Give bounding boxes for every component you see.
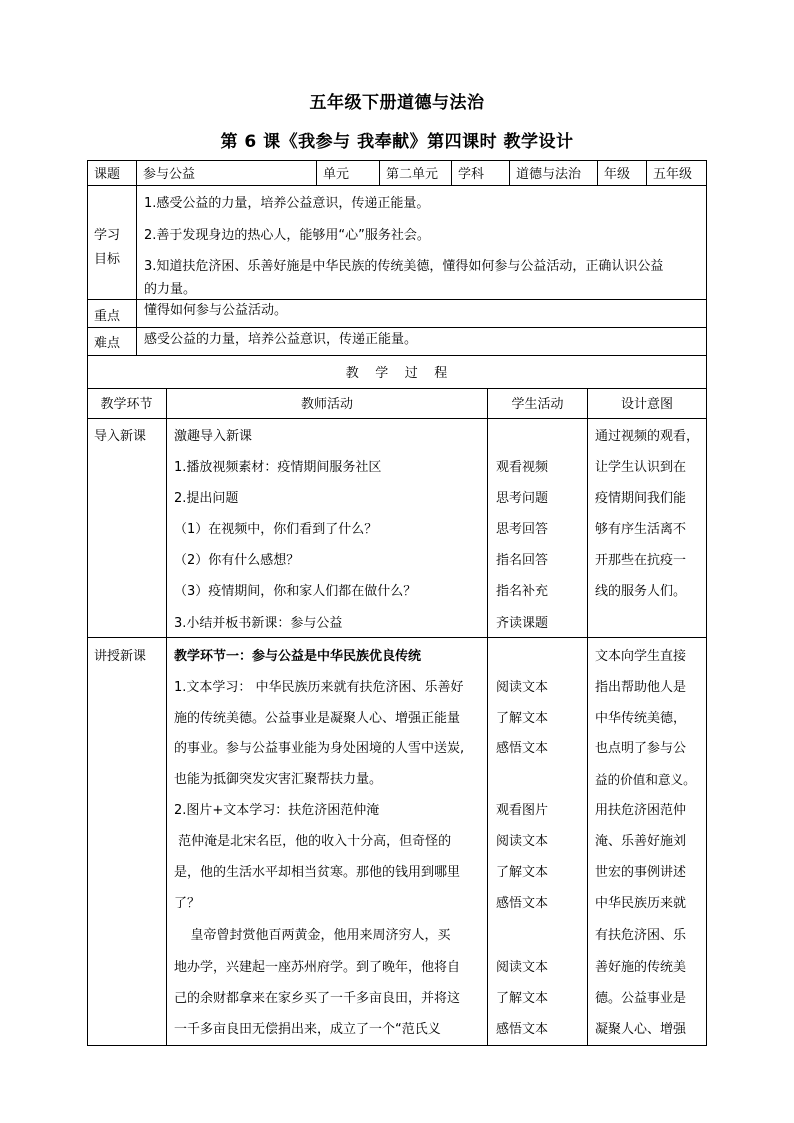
s2-intent-line-12: 德。公益事业是 (595, 991, 687, 1006)
s2-intent-line-11: 善好施的传统美 (595, 960, 687, 975)
s2-teacher-line-12: 一千多亩良田无偿捐出来，成立了一个“范氏义 (174, 1022, 441, 1037)
s2-heading: 教学环节一：参与公益是中华民族优良传统 (174, 649, 422, 664)
s2-teacher-line-7: 是，他的生活水平却相当贫寒。那他的钱用到哪里 (174, 865, 461, 880)
s2-student-line-7: 感悟文本 (496, 896, 549, 911)
s2-teacher-line-3: 的事业。参与公益事业能为身处困境的人雪中送炭, (174, 741, 465, 756)
s1-teacher-line-7: 3.小结并板书新课：参与公益 (174, 616, 343, 631)
s2-student-line-1: 阅读文本 (496, 680, 549, 695)
s1-intent-line-1: 通过视频的观看， (595, 429, 700, 444)
document-subtitle: 第 6 课《我参与 我奉献》第四课时 教学设计 (220, 132, 574, 152)
subject-label: 学科 (452, 160, 510, 186)
document-title: 五年级下册道德与法治 (309, 93, 485, 113)
process-header: 教 学 过 程 (87, 356, 707, 389)
goals-label-line-1: 学习 (94, 228, 121, 243)
unit-label: 单元 (317, 160, 380, 186)
s1-teacher-line-1: 激趣导入新课 (174, 429, 253, 444)
s2-teacher-line-11: 己的余财都拿来在家乡买了一千多亩良田，并将这 (174, 991, 461, 1006)
s2-teacher-line-6: 范仲淹是北宋名臣，他的收入十分高，但奇怪的 (174, 834, 452, 849)
subject-value: 道德与法治 (510, 160, 598, 186)
goal-2: 2.善于发现身边的热心人，能够用“心”服务社会。 (144, 228, 430, 243)
s2-intent-line-4: 也点明了参与公 (595, 741, 687, 756)
s2-teacher-line-5: 2.图片+文本学习：扶危济困范仲淹 (174, 803, 380, 818)
s1-teacher-line-6: （3）疫情期间，你和家人们都在做什么？ (174, 584, 417, 599)
col-header-teacher: 教师活动 (167, 389, 488, 419)
s2-student-line-8: 阅读文本 (496, 960, 549, 975)
s2-teacher-line-10: 地办学，兴建起一座苏州府学。到了晚年，他将自 (174, 960, 461, 975)
s1-intent-line-3: 疫情期间我们能 (595, 491, 687, 506)
s2-teacher-line-8: 了？ (174, 896, 201, 911)
s1-teacher-line-2: 1.播放视频素材：疫情期间服务社区 (174, 460, 382, 475)
s1-teacher-line-5: （2）你有什么感想？ (174, 553, 300, 568)
col-header-student: 学生活动 (488, 389, 588, 419)
s1-student-line-5: 指名补充 (496, 584, 549, 599)
topic-label: 课题 (87, 160, 137, 186)
s2-teacher-line-2: 施的传统美德。公益事业是凝聚人心、增强正能量 (174, 711, 461, 726)
grade-label: 年级 (598, 160, 647, 186)
s2-student-line-10: 感悟文本 (496, 1022, 549, 1037)
goals-label-line-2: 目标 (94, 252, 121, 267)
s1-intent-line-6: 线的服务人们。 (595, 584, 687, 599)
section1-teacher-cell (167, 419, 488, 638)
s1-intent-line-2: 让学生认识到在 (595, 460, 687, 475)
goal-3-cont: 的力量。 (144, 282, 197, 297)
s1-teacher-line-4: （1）在视频中，你们看到了什么？ (174, 522, 378, 537)
s2-teacher-line-9: 皇帝曾封赏他百两黄金，他用来周济穷人，买 (174, 928, 451, 943)
section2-teacher-cell (167, 638, 488, 1046)
section2-intent-cell (588, 638, 707, 1046)
section2-stage: 讲授新课 (87, 638, 167, 1046)
grade-value: 五年级 (647, 160, 707, 186)
s1-student-line-3: 思考回答 (496, 522, 549, 537)
s2-intent-line-7: 淹、乐善好施刘 (595, 834, 687, 849)
col-header-stage: 教学环节 (87, 389, 167, 419)
s1-student-line-6: 齐读课题 (496, 616, 549, 631)
s1-intent-line-5: 开那些在抗疫一 (595, 553, 687, 568)
section1-stage: 导入新课 (87, 419, 167, 638)
unit-value: 第二单元 (380, 160, 452, 186)
s1-student-line-4: 指名回答 (496, 553, 549, 568)
s2-student-line-5: 阅读文本 (496, 834, 549, 849)
s2-student-line-2: 了解文本 (496, 711, 549, 726)
key-point-text: 懂得如何参与公益活动。 (137, 300, 707, 328)
section1-student-cell (488, 419, 588, 638)
s2-student-line-3: 感悟文本 (496, 741, 549, 756)
goal-3: 3.知道扶危济困、乐善好施是中华民族的传统美德，懂得如何参与公益活动，正确认识公益 (144, 259, 664, 274)
s2-intent-line-10: 有扶危济困、乐 (595, 928, 687, 943)
s1-teacher-line-3: 2.提出问题 (174, 491, 239, 506)
col-header-intent: 设计意图 (588, 389, 707, 419)
s2-intent-line-5: 益的价值和意义。 (595, 772, 696, 787)
s2-intent-line-1: 文本向学生直接 (595, 649, 687, 664)
goal-1: 1.感受公益的力量，培养公益意识，传递正能量。 (144, 196, 430, 211)
s2-teacher-line-4: 也能为抵御突发灾害汇聚帮扶力量。 (174, 772, 383, 787)
goals-label-cell (87, 186, 137, 300)
section1-intent-cell (588, 419, 707, 638)
difficulty-label: 难点 (87, 328, 137, 356)
s2-intent-line-13: 凝聚人心、增强 (595, 1022, 687, 1037)
s2-student-line-4: 观看图片 (496, 803, 549, 818)
s1-intent-line-4: 够有序生活离不 (595, 522, 687, 537)
s2-teacher-line-1: 1.文本学习： 中华民族历来就有扶危济困、乐善好 (174, 680, 464, 695)
s2-intent-line-2: 指出帮助他人是 (595, 680, 687, 695)
s1-student-line-1: 观看视频 (496, 460, 549, 475)
s2-intent-line-6: 用扶危济困范仲 (595, 803, 687, 818)
section2-student-cell (488, 638, 588, 1046)
s2-student-line-9: 了解文本 (496, 991, 549, 1006)
difficulty-text: 感受公益的力量，培养公益意识，传递正能量。 (137, 328, 707, 356)
key-point-label: 重点 (87, 300, 137, 328)
topic-value: 参与公益 (137, 160, 317, 186)
goals-content-cell (137, 186, 707, 300)
s2-intent-line-8: 世宏的事例讲述 (595, 865, 687, 880)
s1-student-line-2: 思考问题 (496, 491, 549, 506)
s2-student-line-6: 了解文本 (496, 865, 549, 880)
s2-intent-line-3: 中华传统美德， (595, 711, 687, 726)
s2-intent-line-9: 中华民族历来就 (595, 896, 687, 911)
